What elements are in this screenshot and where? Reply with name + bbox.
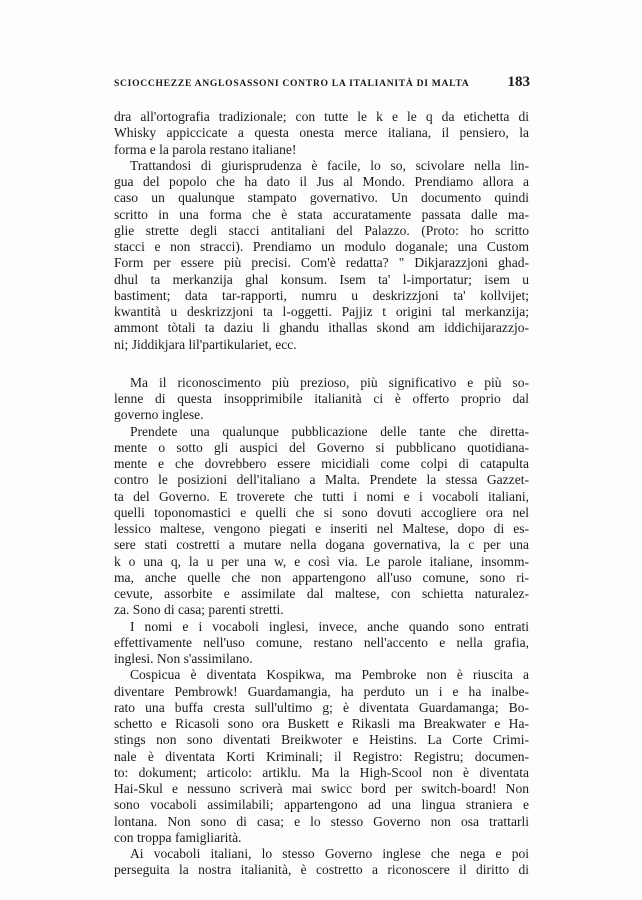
text-line: mente e che dovrebbero essere micidiali come colpi di catapulta <box>114 456 529 471</box>
text-line: stings non sono diventati Breikwoter e Heistins. La Corte Crimi- <box>114 732 529 748</box>
text-line: Trattandosi di giurisprudenza è facile, lo so, scivolare nella lin- <box>130 157 529 173</box>
text-line: schetto e Ricasoli sono ora Buskett e Rikasli ma Breakwater e Ha- <box>114 716 529 731</box>
body-text <box>114 109 529 879</box>
text-line: inglesi. Non s'assimilano. <box>114 651 253 666</box>
text-line: dra all'ortografia tradizionale; con tutte le k e le q da etichetta di <box>114 109 529 124</box>
paragraph <box>114 424 529 619</box>
text-line: quelli toponomastici e quelli che si sono dovuti accogliere ora nel <box>114 504 529 520</box>
text-line: lontana. Non sono di casa; e lo stesso Governo non osa trattarli <box>114 813 529 829</box>
text-line: con troppa famigliarità. <box>114 829 242 845</box>
text-line: sono vocaboli assimilabili; appartengono ad una lingua straniera e <box>114 797 529 813</box>
page-number: 183 <box>507 74 530 90</box>
text-line: Ma il riconoscimento più prezioso, più significativo e più so- <box>130 374 529 390</box>
text-line: k o una q, la u per una w, e così via. Le parole italiane, insomm- <box>114 553 529 569</box>
text-line: stacci e non stracci). Prendiamo un modulo doganale; una Custom <box>114 239 529 254</box>
text-line: ni; Jiddikjara lil'partikulariet, ecc. <box>114 336 297 352</box>
text-line: mente o sotto gli auspici del Governo si pubblicano quotidiana- <box>114 439 529 455</box>
text-line: kwantità u deskrizzjoni ta l-oggetti. Pajjiz t origini tal merkanzija; <box>114 304 529 319</box>
paragraph <box>114 619 529 668</box>
paragraph <box>114 846 529 879</box>
text-line: ammont tòtali ta daziu li ghandu ithallas skond am iddichijarazzjo- <box>114 320 529 336</box>
text-line: Form per essere più precisi. Com'è redatta? " Dikjarazzjoni ghad- <box>114 255 529 271</box>
text-line: perseguita la nostra italianità, è costretto a riconoscere il diritto di <box>114 862 529 878</box>
paragraph <box>114 375 529 424</box>
paragraph-gap <box>114 353 529 375</box>
text-line: caso un qualunque stampato governativo. Un documento quindi <box>114 190 529 206</box>
text-line: Prendete una qualunque pubblicazione delle tante che diretta- <box>130 423 529 439</box>
text-line: nale è diventata Korti Kriminali; il Registro: Registru; documen- <box>114 748 529 764</box>
text-line: Ai vocaboli italiani, lo stesso Governo inglese che nega e poi <box>130 846 529 861</box>
paragraph <box>114 158 529 353</box>
text-line: Cospicua è diventata Kospikwa, ma Pembroke non è riuscita a <box>130 667 529 683</box>
text-line: Whisky appiccicate a questa onesta merce italiana, il pensiero, la <box>114 125 529 141</box>
text-line: za. Sono di casa; parenti stretti. <box>114 602 284 618</box>
text-line: cevute, assorbite e assimilate dal maltese, con schietta naturalez- <box>114 586 529 601</box>
text-line: scritto in una forma che è stata accuratamente passata dalle ma- <box>114 206 529 222</box>
text-line: contro le posizioni dell'italiano a Malta. Prendete la stessa Gazzet- <box>114 472 529 488</box>
text-line: diventare Pembrowk! Guardamangia, ha perduto un i e ha inalbe- <box>114 683 529 699</box>
text-line: ma, anche quelle che non appartengono all'uso comune, sono ri- <box>114 569 529 585</box>
text-line: bastiment; data tar-rapporti, numru u deskrizzjoni ta' kollvijet; <box>114 287 529 303</box>
running-title: SCIOCCHEZZE ANGLOSASSONI CONTRO LA ITALIANITÀ DI MALTA <box>114 78 470 89</box>
text-line: governo inglese. <box>114 407 204 423</box>
text-line: effettivamente nell'uso comune, restano nell'accento e nella grafia, <box>114 634 529 650</box>
text-line: lenne di questa insopprimibile italianità ci è offerto proprio dal <box>114 391 529 406</box>
text-line: lessico maltese, vengono piegati e inseriti nel Maltese, dopo di es- <box>114 521 529 536</box>
text-line: forma e la parola restano italiane! <box>114 141 297 157</box>
text-line: gua del popolo che ha dato il Jus al Mondo. Prendiamo allora a <box>114 174 529 189</box>
text-line: to: dokument; articolo: artiklu. Ma la High-Scool non è diventata <box>114 764 529 780</box>
text-line: glie strette degli stacci antitaliani del Palazzo. (Proto: ho scritto <box>114 222 529 238</box>
text-line: dhul ta merkanzija ghal konsum. Isem ta' l-importatur; isem u <box>114 271 529 287</box>
text-line: I nomi e i vocaboli inglesi, invece, anche quando sono entrati <box>130 618 529 634</box>
text-line: Hai-Skul e nessuno scriverà mai swicc bord per switch-board! Non <box>114 781 529 796</box>
paragraph <box>114 109 529 158</box>
text-line: sere stati costretti a mutare nella dogana governativa, la c per una <box>114 537 529 553</box>
paragraph <box>114 667 529 846</box>
text-line: ta del Governo. E troverete che tutti i nomi e i vocaboli italiani, <box>114 488 529 504</box>
text-line: rato una buffa cresta sull'ultimo g; è diventata Guardamanga; Bo- <box>114 699 529 715</box>
page-header <box>114 74 530 96</box>
